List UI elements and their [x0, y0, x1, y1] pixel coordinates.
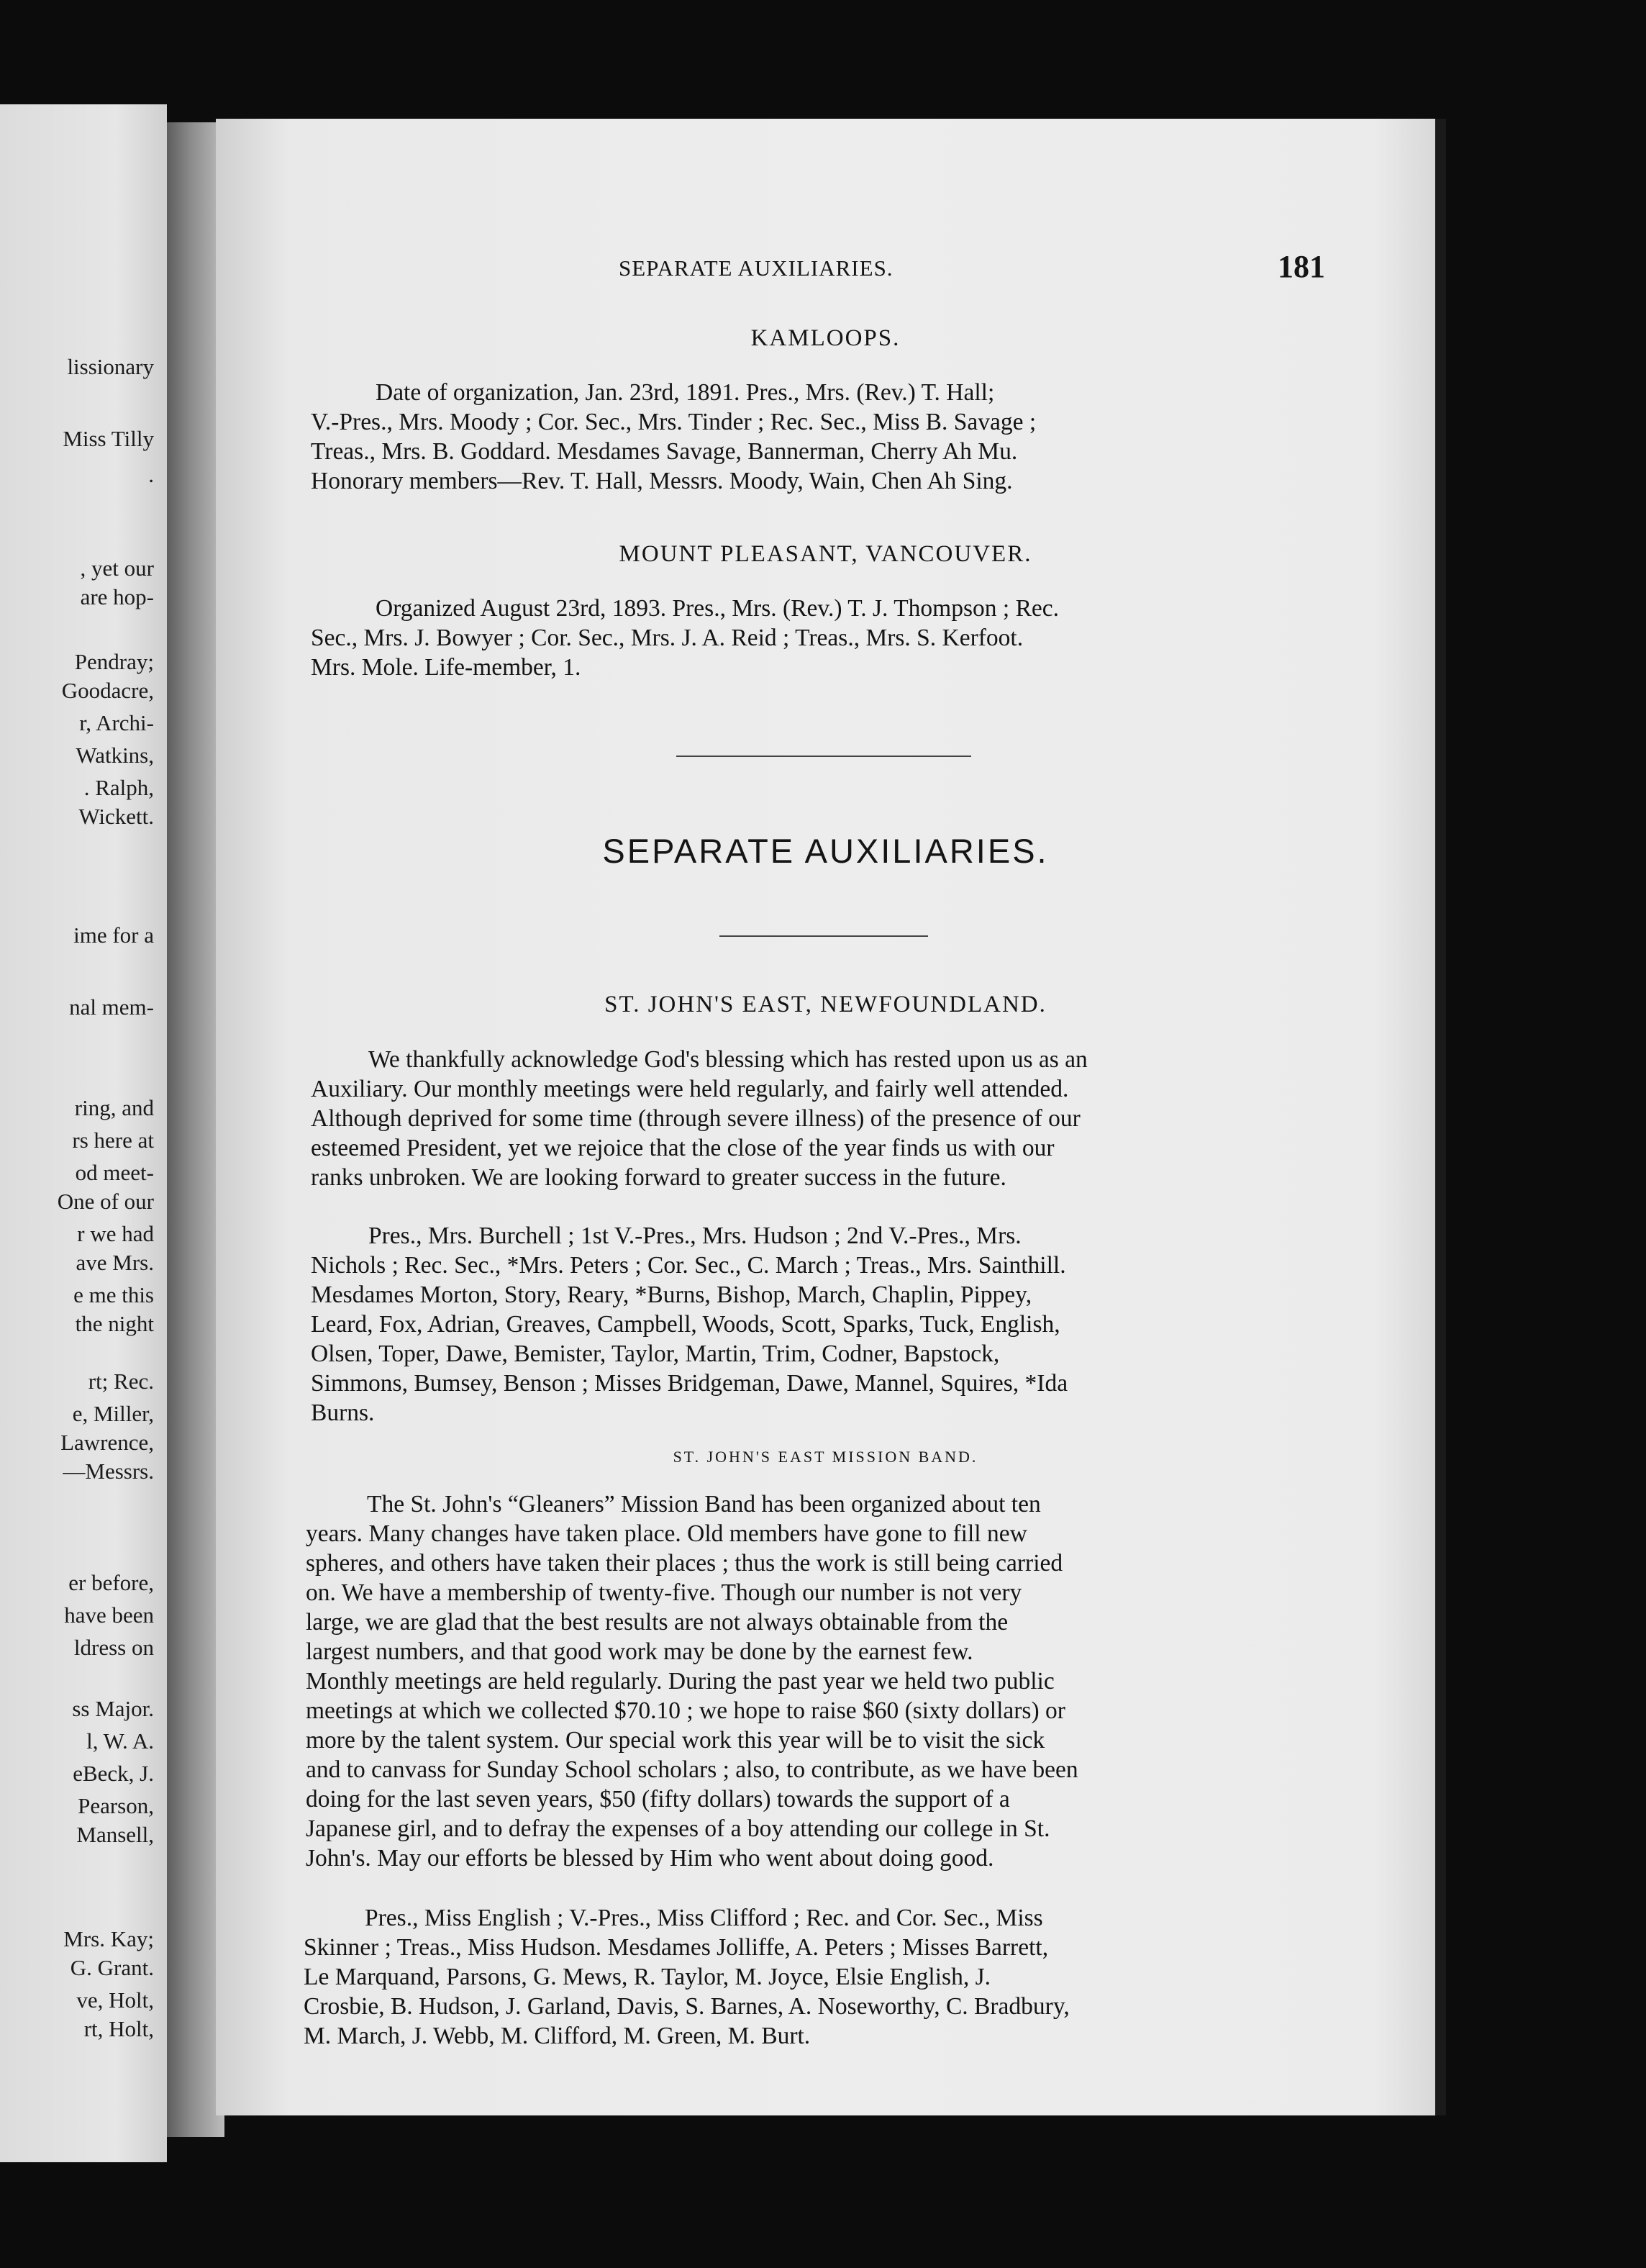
left-page-line: r we had: [77, 1221, 154, 1246]
st-johns-officer-line: Burns.: [311, 1400, 375, 1426]
kamloops-line: Date of organization, Jan. 23rd, 1891. Pres., Mrs. (Rev.) T. Hall;: [376, 379, 995, 406]
mission-band-report-line: and to canvass for Sunday School scholars ; also, to contribute, as we have been: [306, 1756, 1078, 1783]
left-page-line: od meet-: [75, 1160, 154, 1185]
left-page-line: rt; Rec.: [88, 1369, 154, 1394]
left-page-line: . Ralph,: [83, 775, 154, 800]
mission-band-report-line: years. Many changes have taken place. Old members have gone to fill new: [306, 1520, 1027, 1547]
running-title: SEPARATE AUXILIARIES.: [619, 255, 894, 281]
st-johns-report-line: Auxiliary. Our monthly meetings were held regularly, and fairly well attended.: [311, 1076, 1069, 1102]
st-johns-report-line: We thankfully acknowledge God's blessing which has rested upon us as an: [368, 1046, 1088, 1073]
left-page-line: have been: [64, 1602, 154, 1628]
mount-pleasant-line: Mrs. Mole. Life-member, 1.: [311, 654, 581, 681]
mission-band-report-line: Japanese girl, and to defray the expenses of a boy attending our college in St.: [306, 1815, 1050, 1842]
left-page-line: .: [148, 462, 154, 487]
mission-band-report-line: large, we are glad that the best results are not always obtainable from the: [306, 1609, 1009, 1636]
kamloops-line: Honorary members—Rev. T. Hall, Messrs. Moody, Wain, Chen Ah Sing.: [311, 468, 1013, 494]
mission-band-report: [306, 1489, 1342, 1873]
left-page-line: Mansell,: [76, 1822, 154, 1847]
left-page-line: l, W. A.: [86, 1728, 154, 1754]
kamloops-line: Treas., Mrs. B. Goddard. Mesdames Savage, Bannerman, Cherry Ah Mu.: [311, 438, 1018, 465]
mount-pleasant-line: Sec., Mrs. J. Bowyer ; Cor. Sec., Mrs. J. A. Reid ; Treas., Mrs. S. Kerfoot.: [311, 625, 1024, 651]
st-johns-officer-line: Olsen, Toper, Dawe, Bemister, Taylor, Martin, Trim, Codner, Bapstock,: [311, 1341, 1000, 1367]
st-johns-officer-line: Simmons, Bumsey, Benson ; Misses Bridgeman, Dawe, Mannel, Squires, *Ida: [311, 1370, 1068, 1397]
left-page-line: Watkins,: [76, 743, 154, 768]
left-page-line: One of our: [57, 1189, 154, 1214]
mission-band-report-line: meetings at which we collected $70.10 ; we hope to raise $60 (sixty dollars) or: [306, 1697, 1065, 1724]
left-page-line: Miss Tilly: [63, 426, 154, 451]
st-johns-report-line: ranks unbroken. We are looking forward to greater success in the future.: [311, 1164, 1006, 1191]
page-edge-shadow: [1435, 119, 1446, 2115]
left-page-line: Pendray;: [74, 649, 154, 674]
mission-band-report-line: on. We have a membership of twenty-five. Though our number is not very: [306, 1579, 1022, 1606]
mission-band-officer-line: Crosbie, B. Hudson, J. Garland, Davis, S. Barnes, A. Noseworthy, C. Bradbury,: [304, 1993, 1070, 2020]
mission-band-report-line: The St. John's “Gleaners” Mission Band has been organized about ten: [367, 1491, 1041, 1518]
mission-band-officer-line: Pres., Miss English ; V.-Pres., Miss Clifford ; Rec. and Cor. Sec., Miss: [365, 1905, 1043, 1931]
left-page-line: ave Mrs.: [76, 1250, 154, 1275]
left-page-line: are hop-: [80, 584, 154, 609]
mount-pleasant-title: MOUNT PLEASANT, VANCOUVER.: [619, 541, 1032, 567]
left-page-line: ss Major.: [72, 1696, 154, 1721]
mission-band-officer-line: M. March, J. Webb, M. Clifford, M. Green, M. Burt.: [304, 2023, 811, 2049]
left-page-line: ime for a: [73, 922, 154, 948]
left-page-line: rs here at: [72, 1128, 154, 1153]
left-page-fragment: [0, 104, 167, 2162]
section-divider: [676, 756, 971, 757]
st-johns-officers: [311, 1221, 1341, 1428]
left-page-line: Wickett.: [78, 804, 154, 829]
mission-band-report-line: largest numbers, and that good work may be done by the earnest few.: [306, 1638, 973, 1665]
left-page-line: e me this: [73, 1282, 154, 1307]
left-page-line: G. Grant.: [70, 1955, 154, 1980]
mount-pleasant-paragraph: [311, 594, 1341, 682]
kamloops-line: V.-Pres., Mrs. Moody ; Cor. Sec., Mrs. Tinder ; Rec. Sec., Miss B. Savage ;: [311, 409, 1037, 435]
left-page-line: ldress on: [73, 1635, 154, 1660]
left-page-line: —Messrs.: [63, 1459, 154, 1484]
left-page-line: r, Archi-: [79, 710, 154, 735]
st-johns-officer-line: Mesdames Morton, Story, Reary, *Burns, Bishop, March, Chaplin, Pippey,: [311, 1282, 1032, 1308]
left-page-line: Lawrence,: [60, 1430, 154, 1455]
left-page-line: , yet our: [80, 555, 154, 581]
st-johns-report: [311, 1045, 1341, 1192]
left-page-line: ring, and: [74, 1095, 154, 1120]
page-number: 181: [1278, 249, 1325, 284]
mission-band-report-line: spheres, and others have taken their places ; thus the work is still being carried: [306, 1550, 1063, 1577]
left-page-line: Mrs. Kay;: [63, 1926, 154, 1951]
mission-band-report-line: John's. May our efforts be blessed by Him who went about doing good.: [306, 1845, 994, 1872]
mission-band-report-line: more by the talent system. Our special work this year will be to visit the sick: [306, 1727, 1045, 1754]
left-page-line: Goodacre,: [61, 678, 154, 703]
mission-band-officer-line: Skinner ; Treas., Miss Hudson. Mesdames Jolliffe, A. Peters ; Misses Barrett,: [304, 1934, 1049, 1961]
st-johns-officer-line: Pres., Mrs. Burchell ; 1st V.-Pres., Mrs. Hudson ; 2nd V.-Pres., Mrs.: [368, 1223, 1022, 1249]
mission-band-officer-line: Le Marquand, Parsons, G. Mews, R. Taylor, M. Joyce, Elsie English, J.: [304, 1964, 991, 1990]
left-page-line: rt, Holt,: [83, 2016, 154, 2041]
left-page-line: Pearson,: [78, 1793, 154, 1818]
st-johns-officer-line: Nichols ; Rec. Sec., *Mrs. Peters ; Cor. Sec., C. March ; Treas., Mrs. Sainthill.: [311, 1252, 1066, 1279]
left-page-line: e, Miller,: [72, 1401, 154, 1426]
left-page-line: eBeck, J.: [73, 1761, 154, 1786]
left-page-line: nal mem-: [69, 994, 154, 1020]
st-johns-officer-line: Leard, Fox, Adrian, Greaves, Campbell, Woods, Scott, Sparks, Tuck, English,: [311, 1311, 1060, 1338]
left-page-line: ve, Holt,: [76, 1987, 154, 2013]
left-page-line: the night: [75, 1311, 154, 1336]
left-page-line: lissionary: [67, 354, 154, 379]
st-johns-report-line: Although deprived for some time (through severe illness) of the presence of our: [311, 1105, 1081, 1132]
mission-band-officers: [304, 1903, 1340, 2051]
mission-band-report-line: doing for the last seven years, $50 (fifty dollars) towards the support of a: [306, 1786, 1010, 1813]
st-johns-title: ST. JOHN'S EAST, NEWFOUNDLAND.: [604, 992, 1047, 1017]
kamloops-paragraph: [311, 378, 1341, 496]
heading-rule: [719, 935, 928, 937]
main-heading: SEPARATE AUXILIARIES.: [602, 832, 1049, 870]
st-johns-report-line: esteemed President, yet we rejoice that the close of the year finds us with our: [311, 1135, 1055, 1161]
mission-band-report-line: Monthly meetings are held regularly. During the past year we held two public: [306, 1668, 1055, 1695]
mount-pleasant-line: Organized August 23rd, 1893. Pres., Mrs. (Rev.) T. J. Thompson ; Rec.: [376, 595, 1060, 622]
kamloops-title: KAMLOOPS.: [750, 325, 901, 351]
mission-band-title: ST. JOHN'S EAST MISSION BAND.: [673, 1448, 978, 1466]
left-page-line: er before,: [68, 1570, 154, 1595]
